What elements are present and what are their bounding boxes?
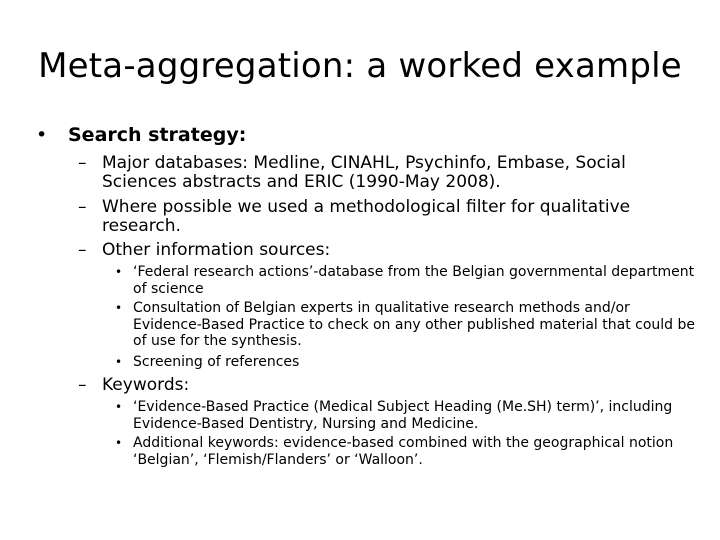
bullet-icon: •	[115, 301, 123, 315]
list-item-text: Where possible we used a methodological filter for qualitative research.	[102, 197, 631, 236]
sub-list-item-text: Screening of references	[133, 354, 300, 370]
sub-list-item-additional-keywords	[115, 435, 705, 468]
sub-list-item-text: ‘Federal research actions’-database from the Belgian governmental department of science	[133, 264, 695, 297]
bullet-icon: •	[115, 400, 123, 414]
list-item-text: Other information sources:	[102, 240, 331, 260]
sub-list-item-screening-references	[115, 354, 705, 371]
list-item-major-databases	[78, 154, 698, 192]
sub-list-item-federal-database	[115, 264, 705, 297]
list-item-text: Major databases: Medline, CINAHL, Psychinfo, Embase, Social Sciences abstracts and ERIC (1990-May 2008).	[102, 153, 626, 192]
sub-list-item-text: ‘Evidence-Based Practice (Medical Subject Heading (Me.SH) term)’, including Evidence-Based Dentistry, Nursing and Medicine.	[133, 399, 673, 432]
dash-icon: –	[78, 153, 87, 173]
dash-icon: –	[78, 375, 87, 395]
bullet-icon: •	[115, 355, 123, 369]
list-item-text: Keywords:	[102, 375, 190, 395]
slide-title: Meta-aggregation: a worked example	[38, 46, 682, 86]
bullet-icon: •	[115, 265, 123, 279]
dash-icon: –	[78, 240, 87, 260]
list-item-other-sources	[78, 241, 698, 260]
dash-icon: –	[78, 197, 87, 217]
sub-list-item-text: Consultation of Belgian experts in qualitative research methods and/or Evidence-Based Practice to check on any other published material that could be of use for the synthesis.	[133, 300, 695, 349]
list-item-methodological-filter	[78, 198, 698, 236]
search-strategy-heading: Search strategy:	[68, 124, 247, 146]
bullet-icon: •	[36, 124, 48, 146]
bullet-search-strategy	[36, 123, 696, 147]
sub-list-item-belgian-experts	[115, 300, 705, 350]
bullet-icon: •	[115, 436, 123, 450]
sub-list-item-text: Additional keywords: evidence-based combined with the geographical notion ‘Belgian’, ‘Flemish/Flanders’ or ‘Walloon’.	[133, 435, 674, 468]
list-item-keywords	[78, 376, 698, 395]
sub-list-item-evidence-based-practice	[115, 399, 705, 432]
